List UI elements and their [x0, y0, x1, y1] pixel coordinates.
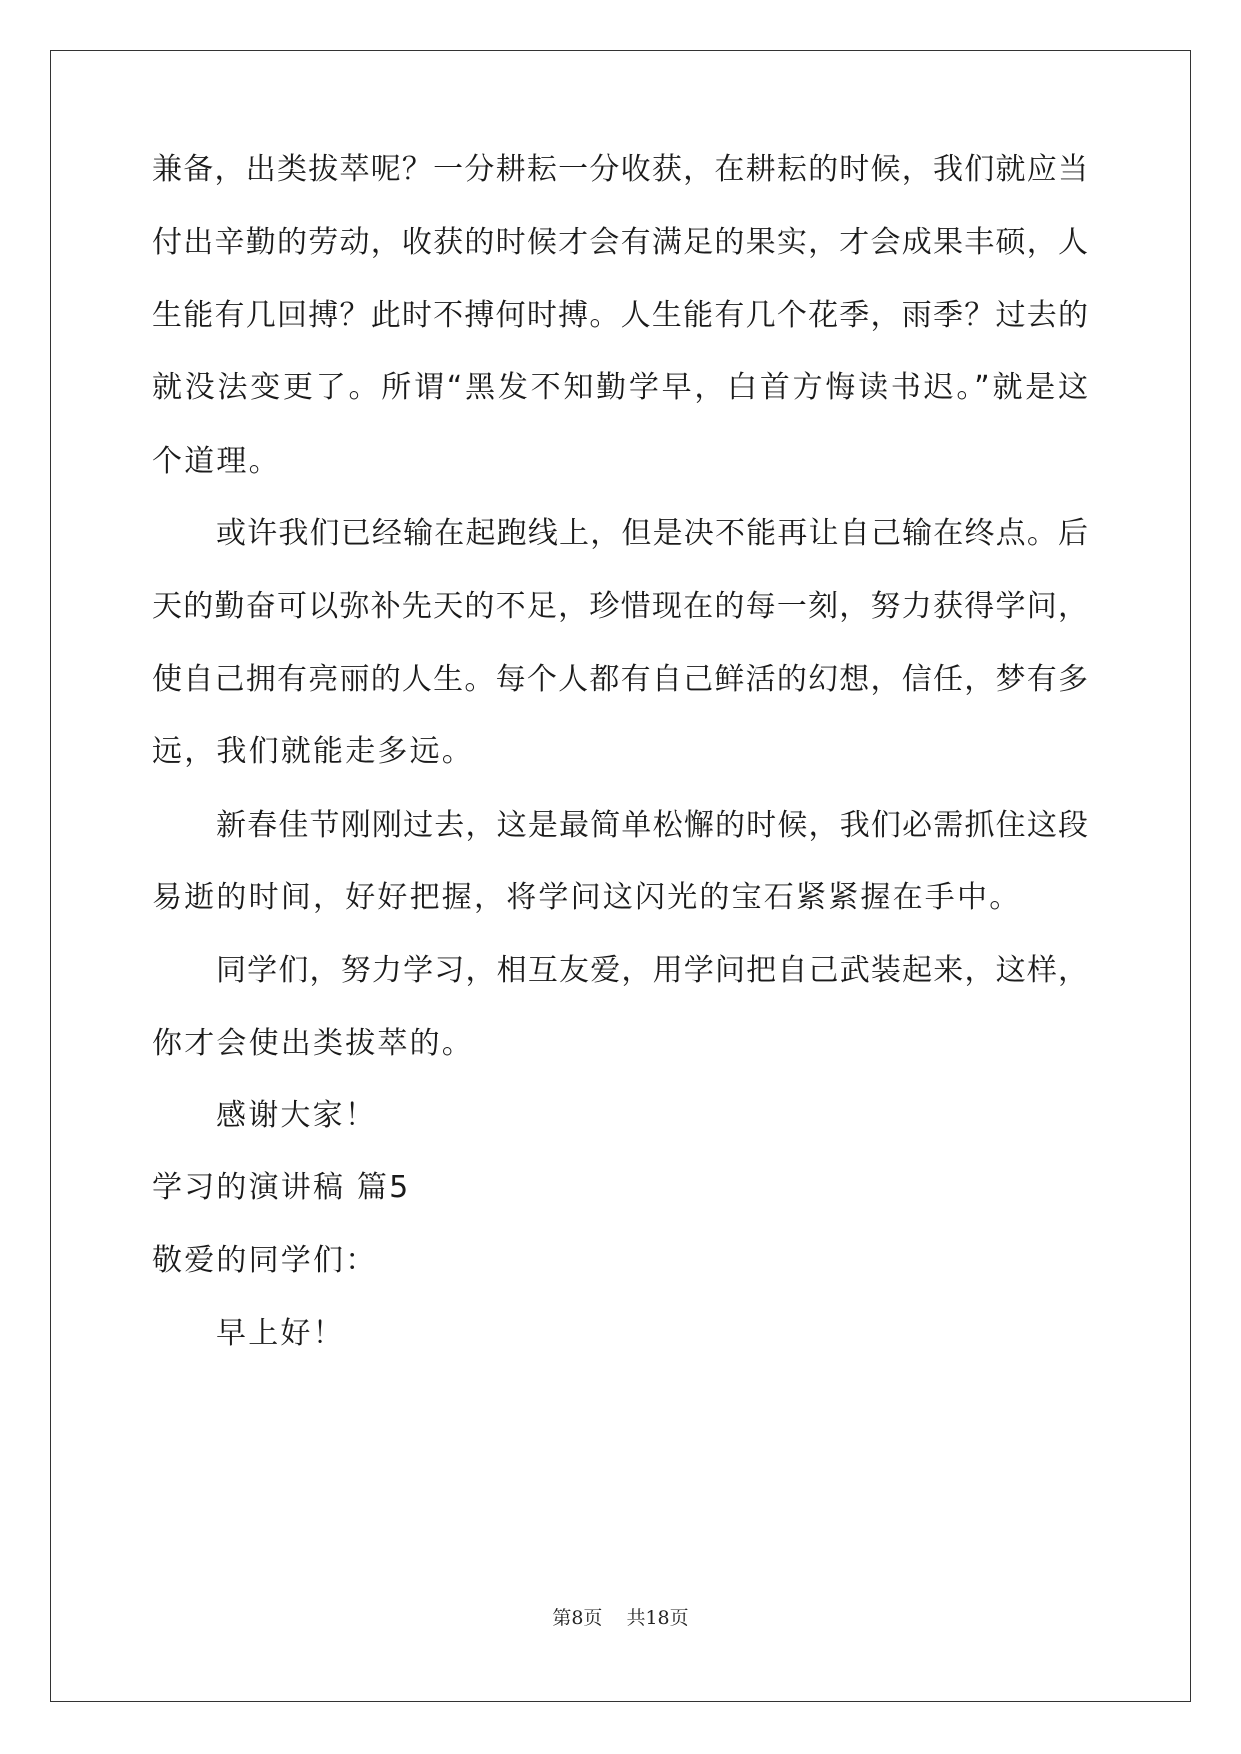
text-line: 远，我们就能走多远。	[152, 734, 474, 769]
page-number-current: 第8页	[552, 1607, 603, 1629]
page-footer	[0, 1606, 1241, 1630]
text-line: 易逝的时间，好好把握，将学问这闪光的宝石紧紧握在手中。	[152, 880, 1022, 915]
text-line: 个道理。	[152, 444, 281, 479]
salutation: 敬爱的同学们：	[152, 1243, 378, 1278]
text-line: 你才会使出类拔萃的。	[152, 1026, 474, 1061]
text-line: 兼备，出类拔萃呢？一分耕耘一分收获，在耕耘的时候，我们就应当	[152, 152, 1088, 187]
text-line: 生能有几回搏？此时不搏何时搏。人生能有几个花季，雨季？过去的	[152, 298, 1088, 333]
text-line: 使自己拥有亮丽的人生。每个人都有自己鲜活的幻想，信任，梦有多	[152, 662, 1088, 697]
text-line: 就没法变更了。所谓“黑发不知勤学早，白首方悔读书迟。”就是这	[152, 370, 1088, 405]
greeting: 早上好！	[216, 1316, 345, 1351]
text-line: 天的勤奋可以弥补先天的不足，珍惜现在的每一刻，努力获得学问，	[152, 589, 1088, 624]
paragraph-first-line: 新春佳节刚刚过去，这是最简单松懈的时候，我们必需抓住这段	[216, 808, 1088, 843]
closing-line: 感谢大家！	[216, 1098, 377, 1133]
page-number-total: 共18页	[626, 1607, 689, 1629]
paragraph-first-line: 同学们，努力学习，相互友爱，用学问把自己武装起来，这样，	[216, 953, 1088, 988]
text-line: 付出辛勤的劳动，收获的时候才会有满足的果实，才会成果丰硕，人	[152, 225, 1088, 260]
section-heading: 学习的演讲稿 篇5	[152, 1170, 411, 1205]
paragraph-first-line: 或许我们已经输在起跑线上，但是决不能再让自己输在终点。后	[216, 516, 1088, 551]
